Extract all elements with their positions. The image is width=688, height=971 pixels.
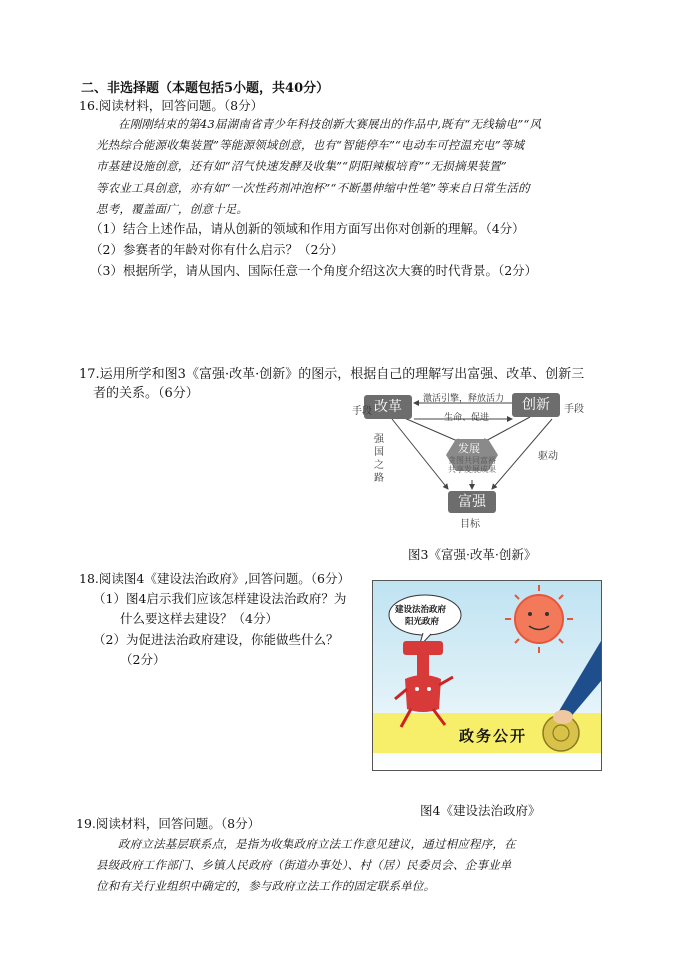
q18-sub-1-a: （1）图4启示我们应该怎样建设法治政府？为 (93, 591, 347, 606)
qiangguo-char-3: 之 (374, 460, 384, 471)
q17-line-2: 者的关系。（6分） (93, 386, 199, 401)
stamp-handle (403, 641, 443, 655)
q16-sub-3: （3）根据所学，请从国内、国际任意一个角度介绍这次大赛的时代背景。（2分） (90, 263, 538, 278)
q16-material-line-1: 在刚刚结束的第43届湖南省青少年科技创新大赛展出的作品中,既有“无线输电”“风 (118, 117, 542, 131)
label-fazhan: 发展 (458, 442, 480, 455)
figure-4-cartoon (372, 580, 602, 771)
q17-line-1: 17.运用所学和图3《富强·改革·创新》的图示，根据自己的理解写出富强、改革、创新三 (79, 367, 585, 382)
q18-head: 18.阅读图4《建设法治政府》,回答问题。（6分） (79, 571, 351, 586)
label-shouduan-right: 手段 (564, 404, 584, 415)
q18-sub-2-a: （2）为促进法治政府建设，你能做些什么？ (93, 632, 339, 647)
sun-icon (515, 595, 563, 643)
stamp-body-icon (405, 675, 441, 712)
figure-3-diagram (352, 385, 612, 530)
label-qiangguo (374, 433, 384, 485)
q16-material-line-5: 思考，覆盖面广，创意十足。 (96, 202, 249, 216)
q16-material-line-3: 市基建设施创意，还有如“沼气快速发酵及收集”“阴阳辣椒培育”“无损摘果装置” (96, 159, 507, 173)
figure-4-caption: 图4《建设法治政府》 (420, 803, 541, 818)
label-qudong: 驱动 (538, 451, 558, 462)
box-fuqiang: 富强 (448, 491, 496, 513)
label-center-1: 贪图共同富裕 (448, 456, 496, 465)
q19-material-line-3: 位和有关行业组织中确定的，参与政府立法工作的固定联系单位。 (96, 879, 436, 893)
qiangguo-char-2: 国 (374, 447, 384, 458)
q18-sub-1-b: 什么要这样去建设？（4分） (120, 611, 278, 626)
label-center-2: 共享发展成果 (448, 465, 496, 474)
label-shouduan-left: 手段 (352, 406, 372, 417)
q16-material-line-2: 光热综合能源收集装置”等能源领域创意，也有“智能停车”“电动车可控温充电”等城 (96, 138, 525, 152)
section-title: 二、非选择题（本题包括5小题，共40分） (81, 81, 330, 96)
q19-material-line-1: 政府立法基层联系点，是指为收集政府立法工作意见建议，通过相应程序，在 (118, 837, 516, 851)
box-gaige: 改革 (364, 395, 412, 419)
hand-icon (553, 710, 573, 724)
bubble-text-1: 建设法治政府 (395, 605, 447, 615)
box-chuangxin: 创新 (512, 393, 560, 417)
official-arm (559, 641, 601, 719)
figure-3-caption: 图3《富强·改革·创新》 (408, 547, 537, 562)
label-mubiao: 目标 (460, 519, 480, 530)
qiangguo-char-1: 强 (374, 434, 384, 445)
q16-head: 16.阅读材料，回答问题。（8分） (79, 98, 264, 113)
label-jili: 激活引擎，释放活力 (423, 394, 505, 404)
q16-material-line-4: 等农业工具创意，亦有如“一次性药剂冲泡杯”“不断墨伸缩中性笔”等来自日常生活的 (96, 181, 530, 195)
bubble-text-2: 阳光政府 (405, 617, 440, 627)
label-shengming: 生命、促进 (444, 413, 490, 423)
q19-head: 19.阅读材料，回答问题。（8分） (76, 816, 261, 831)
banner-text: 政务公开 (459, 727, 528, 745)
arrow-chuangxin-to-fazhan (482, 417, 530, 443)
q19-material-line-2: 县级政府工作部门、乡镇人民政府（街道办事处）、村（居）民委员会、企事业单 (96, 858, 512, 872)
arrow-gaige-to-fuqiang (392, 419, 448, 489)
q16-sub-1: （1）结合上述作品，请从创新的领域和作用方面写出你对创新的理解。（4分） (90, 221, 525, 236)
q18-sub-2-b: （2分） (120, 652, 166, 667)
q16-sub-2: （2）参赛者的年龄对你有什么启示？（2分） (90, 242, 344, 257)
qiangguo-char-4: 路 (374, 473, 384, 484)
